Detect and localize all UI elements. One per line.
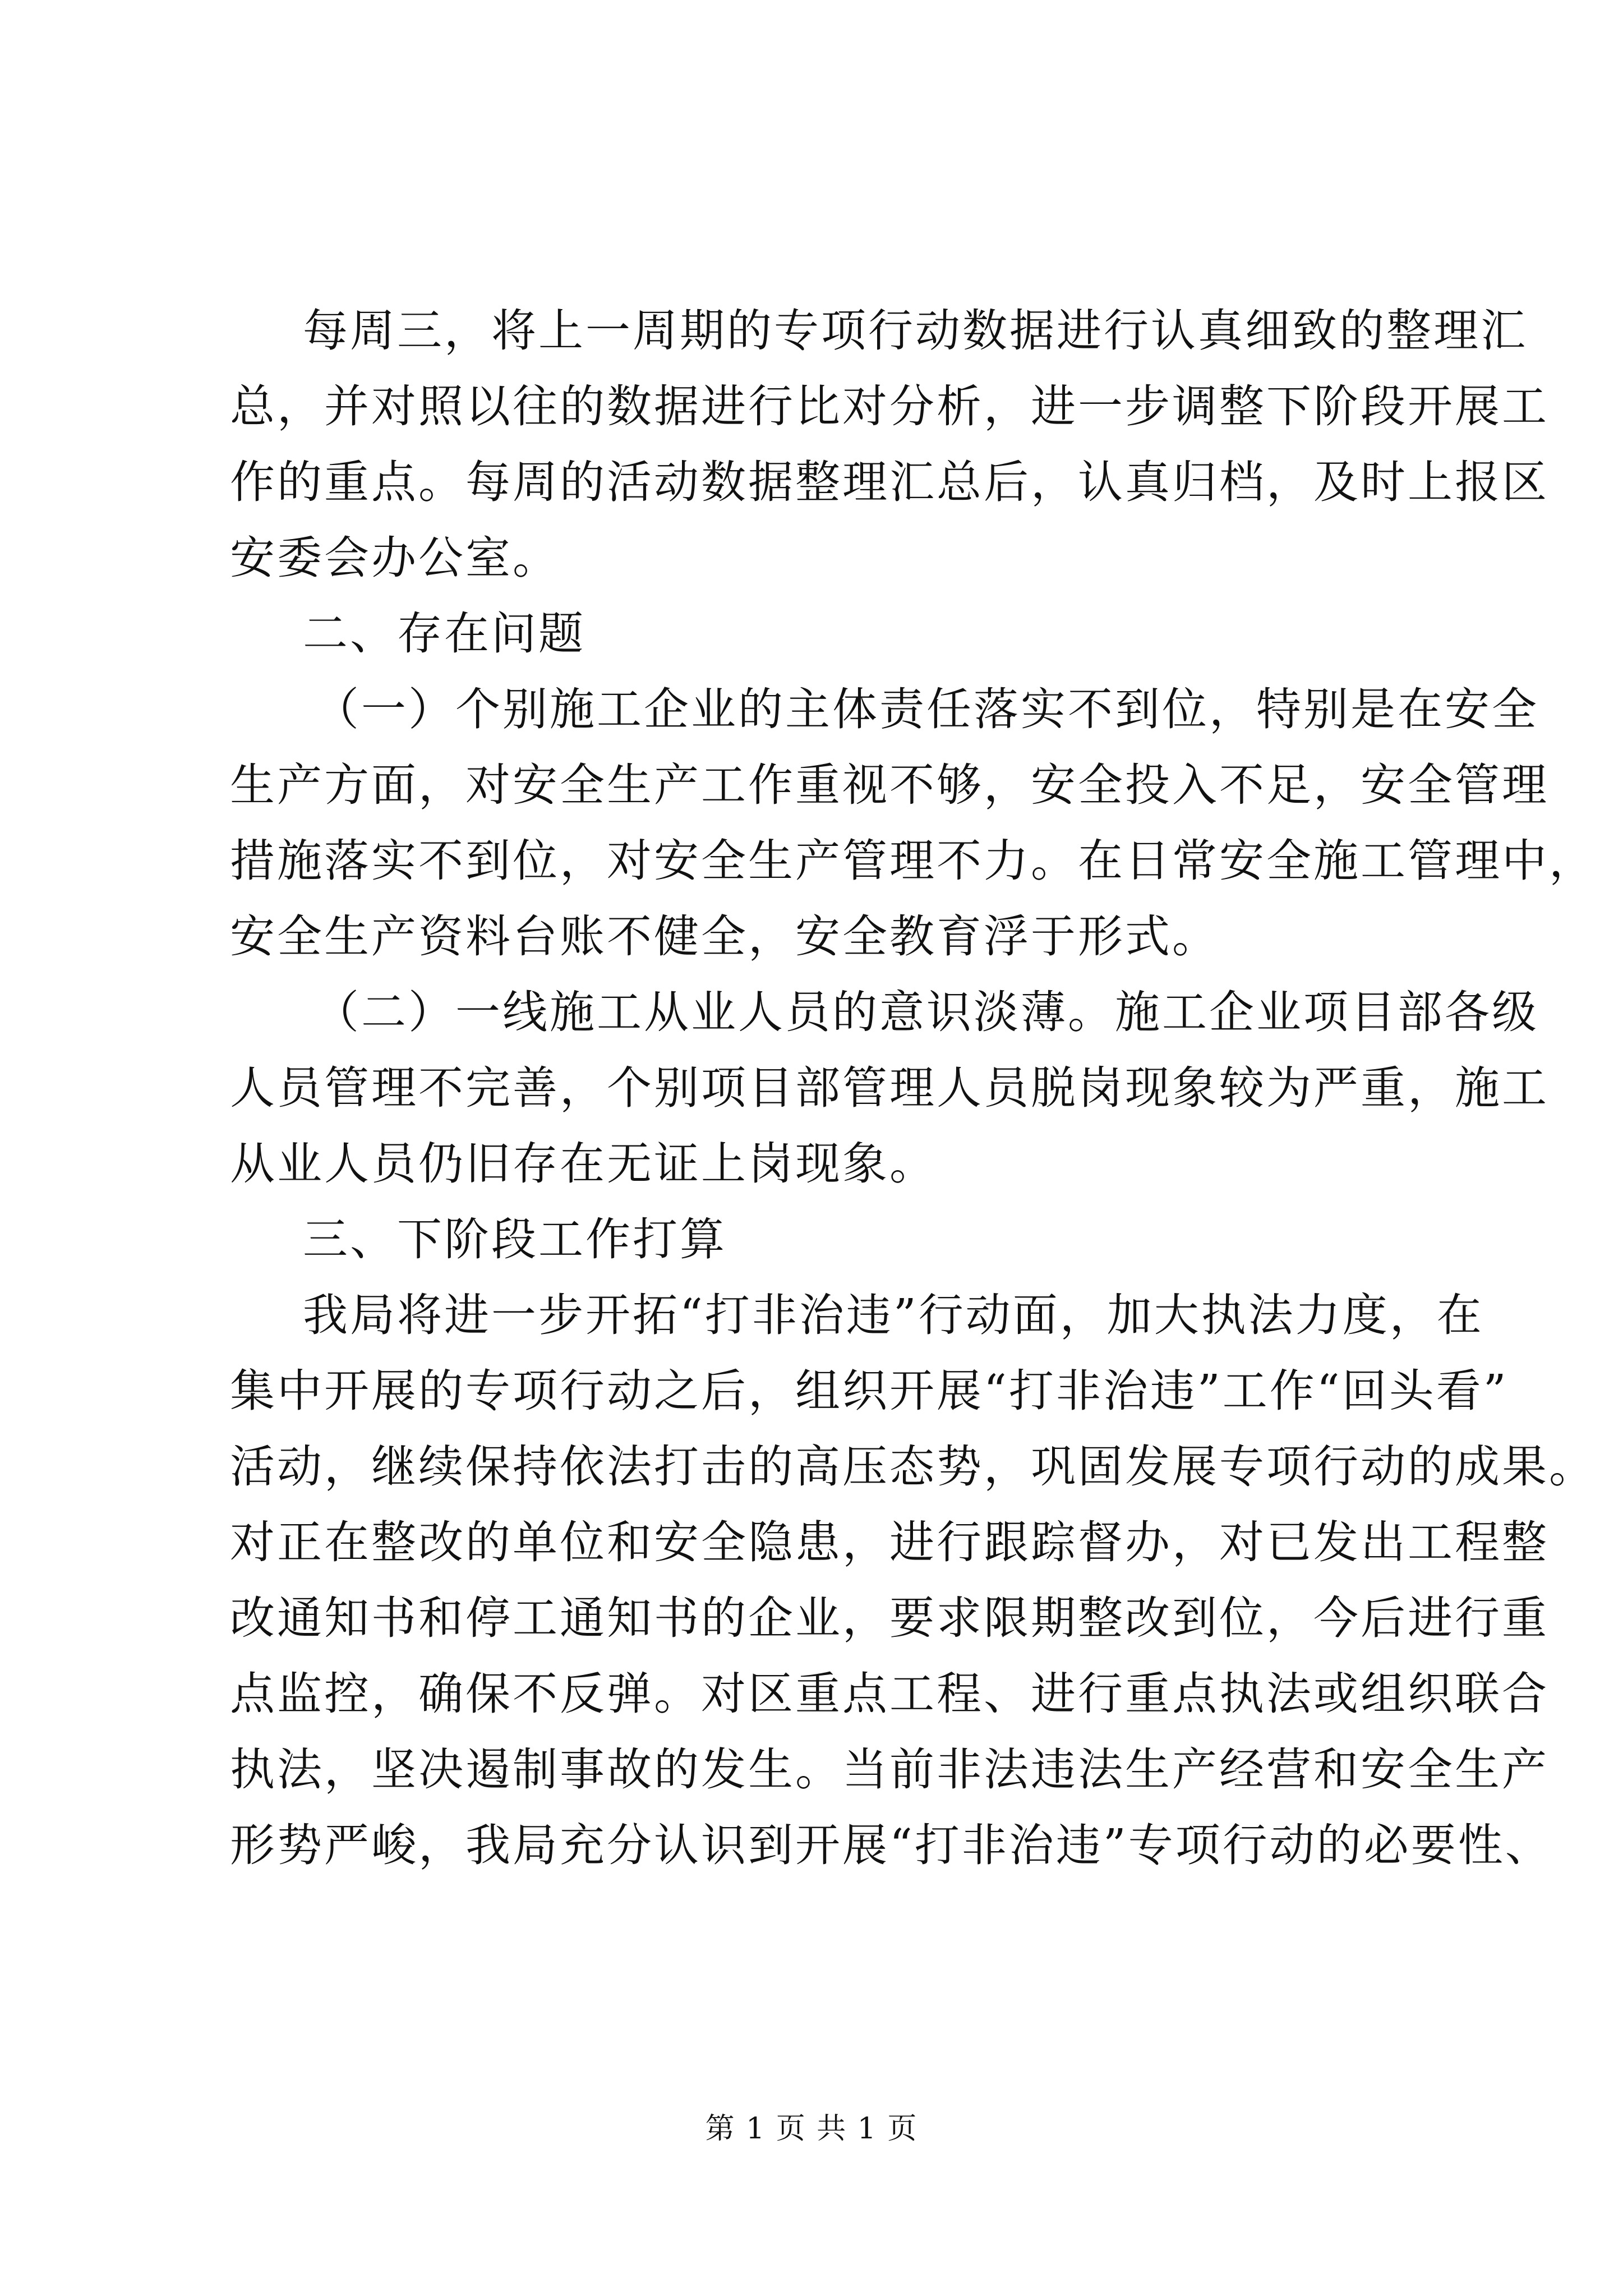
paragraph-line: 我局将进一步开拓“打非治违”行动面，加大执法力度，在: [303, 1289, 1484, 1341]
paragraph-line: 安委会办公室。: [230, 532, 560, 584]
paragraph-line: （二）一线施工从业人员的意识淡薄。施工企业项目部各级: [314, 986, 1539, 1038]
paragraph-line: 每周三，将上一周期的专项行动数据进行认真细致的整理汇: [303, 305, 1528, 357]
paragraph-line: 人员管理不完善，个别项目部管理人员脱岗现象较为严重，施工: [230, 1062, 1549, 1114]
paragraph-line: 活动，继续保持依法打击的高压态势，巩固发展专项行动的成果。: [230, 1441, 1596, 1493]
page-number-label: 第 1 页 共 1 页: [705, 2112, 918, 2146]
paragraph-line: 点监控，确保不反弹。对区重点工程、进行重点执法或组织联合: [230, 1668, 1549, 1720]
paragraph-line: 对正在整改的单位和安全隐患，进行跟踪督办，对已发出工程整: [230, 1516, 1549, 1568]
page-footer: [0, 2106, 1623, 2151]
paragraph-line: 作的重点。每周的活动数据整理汇总后，认真归档，及时上报区: [230, 456, 1549, 508]
paragraph-line: 改通知书和停工通知书的企业，要求限期整改到位，今后进行重: [230, 1592, 1549, 1644]
section-heading: 三、下阶段工作打算: [303, 1213, 727, 1266]
paragraph-line: 措施落实不到位，对安全生产管理不力。在日常安全施工管理中，: [230, 835, 1596, 887]
paragraph-line: 从业人员仍旧存在无证上岗现象。: [230, 1138, 937, 1190]
paragraph-line: （一）个别施工企业的主体责任落实不到位，特别是在安全: [314, 683, 1539, 735]
paragraph-line: 总，并对照以往的数据进行比对分析，进一步调整下阶段开展工: [230, 380, 1549, 432]
paragraph-line: 安全生产资料台账不健全，安全教育浮于形式。: [230, 910, 1219, 963]
paragraph-line: 形势严峻，我局充分认识到开展“打非治违”专项行动的必要性、: [230, 1819, 1552, 1871]
paragraph-line: 执法，坚决遏制事故的发生。当前非法违法生产经营和安全生产: [230, 1743, 1549, 1796]
paragraph-line: 集中开展的专项行动之后，组织开展“打非治违”工作“回头看”: [230, 1365, 1509, 1417]
section-heading: 二、存在问题: [303, 608, 585, 660]
paragraph-line: 生产方面，对安全生产工作重视不够，安全投入不足，安全管理: [230, 759, 1549, 811]
